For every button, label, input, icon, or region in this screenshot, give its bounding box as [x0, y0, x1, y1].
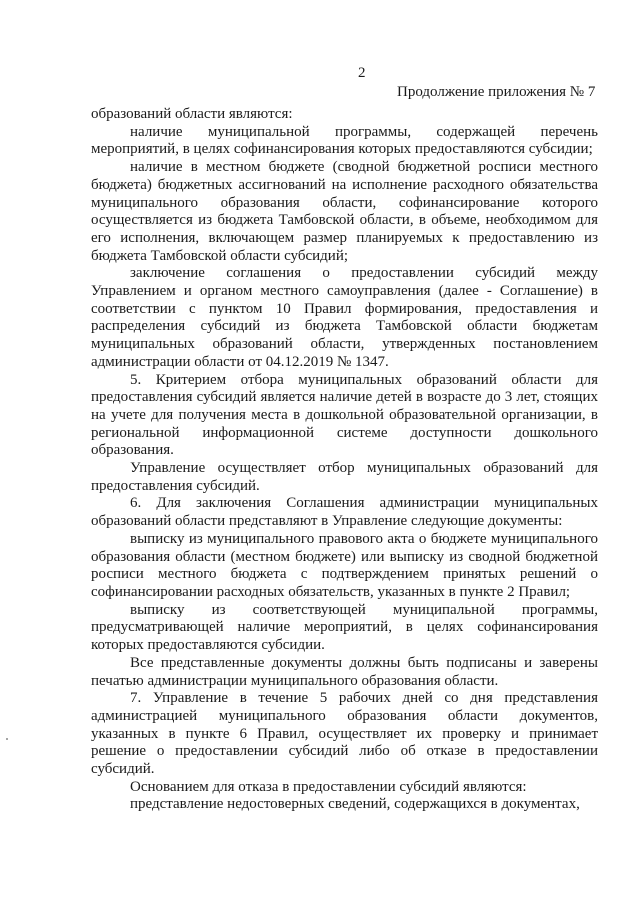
appendix-header: Продолжение приложения № 7: [397, 84, 596, 100]
page-number: 2: [358, 65, 366, 81]
paragraph-document-extract-program: выписку из соответствующей муниципальной программы, предусматривающей наличие мероприятий, в целях софинансирования которых предоставляются субсидии.: [91, 601, 598, 654]
paragraph-refusal-grounds: Основанием для отказа в предоставлении субсидий являются:: [130, 778, 527, 795]
paragraph-continuation: образований области являются:: [91, 106, 293, 122]
paragraph-item-6: 6. Для заключения Соглашения администрации муниципальных образований области представляют в Управление следующие документы:: [91, 495, 598, 530]
paragraph-condition-program: наличие муниципальной программы, содержащей перечень мероприятий, в целях софинансирования которых предоставляются субсидии;: [91, 123, 598, 158]
paragraph-condition-budget: наличие в местном бюджете (сводной бюджетной росписи местного бюджета) бюджетных ассигнований на исполнение расходного обязательства муниципального образования области, софинансирование которого осуществляется из бюджета Тамбовской области, в объеме, необходимом для его исполнения, включающем размер планируемых к предоставлению из бюджета Тамбовской области субсидий;: [91, 159, 598, 264]
paragraph-item-5: 5. Критерием отбора муниципальных образований области для предоставления субсидий является наличие детей в возрасте до 3 лет, стоящих на учете для получения места в дошкольной образовательной организации, в региональной информационной системе доступности дошкольного образования.: [91, 371, 598, 459]
scan-dot: [6, 738, 8, 740]
paragraph-item-7: 7. Управление в течение 5 рабочих дней со дня представления администрацией муниципального образования области документов, указанных в пункте 6 Правил, осуществляет их проверку и принимает решение о предоставлении субсидий либо об отказе в предоставлении субсидий.: [91, 690, 598, 778]
document-body: [91, 106, 598, 814]
paragraph-selection: Управление осуществляет отбор муниципальных образований для предоставления субсидий.: [91, 460, 598, 494]
paragraph-condition-agreement: заключение соглашения о предоставлении субсидий между Управлением и органом местного самоуправления (далее - Соглашение) в соответствии с пунктом 10 Правил формирования, предоставления и распределения субсидий из бюджета Тамбовской области бюджетам муниципальных образований области, утвержденных постановлением администрации области от 04.12.2019 № 1347.: [91, 265, 598, 370]
paragraph-signed-documents: Все представленные документы должны быть подписаны и заверены печатью администрации муниципального образования области.: [91, 654, 598, 689]
paragraph-document-extract-budget: выписку из муниципального правового акта о бюджете муниципального образования области (местном бюджете) или выписку из сводной бюджетной росписи местного бюджета с подтверждением принятых решений о софинансировании расходных обязательств, указанных в пункте 2 Правил;: [91, 530, 598, 600]
paragraph-refusal-false-info: представление недостоверных сведений, содержащихся в документах,: [130, 796, 580, 813]
